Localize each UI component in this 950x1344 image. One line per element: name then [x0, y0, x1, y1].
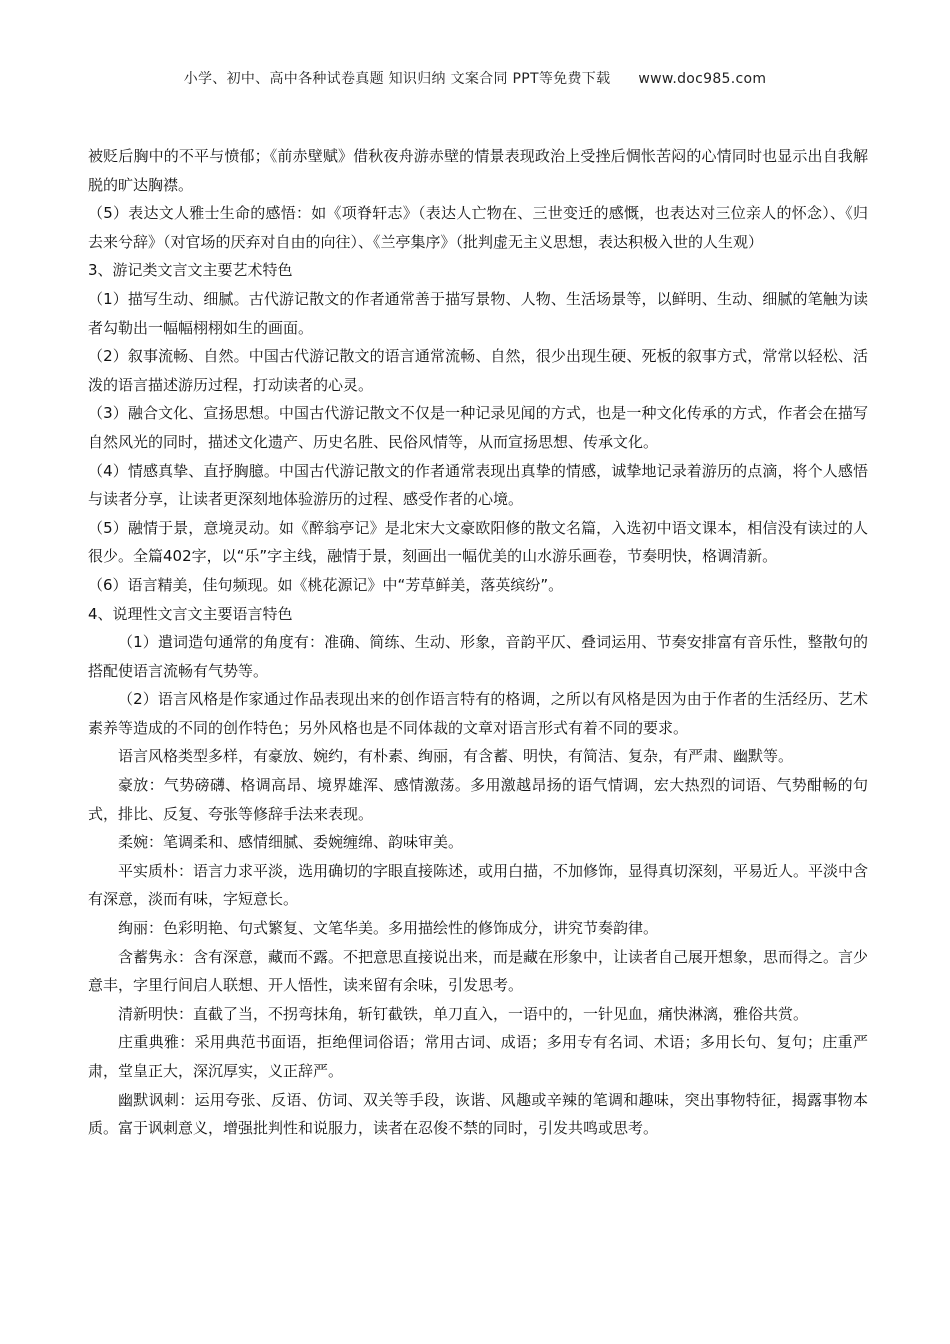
paragraph: （6）语言精美，佳句频现。如《桃花源记》中“芳草鲜美，落英缤纷”。 [88, 575, 564, 594]
paragraph: （2）语言风格是作家通过作品表现出来的创作语言特有的格调，之所以有风格是因为由于作者的生活经历、艺术素养等造成的不同的创作特色；另外风格也是不同体裁的文章对语言形式有着不同的要求。 [88, 690, 868, 737]
page-header [0, 68, 950, 88]
paragraph: 含蓄隽永：含有深意，藏而不露。不把意思直接说出来，而是藏在形象中，让读者自己展开想象，思而得之。言少意丰，字里行间启人联想、开人悟性，读来留有余味，引发思考。 [88, 947, 869, 995]
section-heading: 3、游记类文言文主要艺术特色 [88, 261, 293, 280]
paragraph: （2）叙事流畅、自然。中国古代游记散文的语言通常流畅、自然，很少出现生硬、死板的叙事方式，常常以轻松、活泼的语言描述游历过程，打动读者的心灵。 [88, 347, 868, 394]
paragraph: 庄重典雅：采用典范书面语，拒绝俚词俗语；常用古词、成语；多用专有名词、术语；多用长句、复句；庄重严肃，堂皇正大，深沉厚实，义正辞严。 [88, 1033, 868, 1080]
section-heading: 4、说理性文言文主要语言特色 [88, 604, 293, 623]
paragraph: 柔婉：笔调柔和、感情细腻、委婉缠绵、韵味审美。 [118, 833, 464, 852]
paragraph: 平实质朴：语言力求平淡，选用确切的字眼直接陈述，或用白描，不加修饰，显得真切深刻，平易近人。平淡中含有深意，淡而有味，字短意长。 [88, 861, 869, 909]
paragraph: 绚丽：色彩明艳、句式繁复、文笔华美。多用描绘性的修饰成分，讲究节奏韵律。 [118, 919, 659, 938]
header-site-link[interactable]: www.doc985.com [638, 71, 767, 87]
paragraph: 被贬后胸中的不平与愤郁；《前赤壁赋》借秋夜舟游赤壁的情景表现政治上受挫后惆怅苦闷的心情同时也显示出自我解脱的旷达胸襟。 [88, 147, 868, 194]
paragraph: （1）遣词造句通常的角度有：准确、简练、生动、形象，音韵平仄、叠词运用、节奏安排富有音乐性，整散句的搭配使语言流畅有气势等。 [88, 633, 868, 680]
paragraph: （3）融合文化、宣扬思想。中国古代游记散文不仅是一种记录见闻的方式，也是一种文化传承的方式，作者会在描写自然风光的同时，描述文化遗产、历史名胜、民俗风情等，从而宣扬思想、传承文化。 [88, 404, 868, 451]
paragraph: 清新明快：直截了当，不拐弯抹角，斩钉截铁，单刀直入，一语中的，一针见血，痛快淋漓，雅俗共赏。 [118, 1004, 809, 1023]
paragraph: （5）融情于景，意境灵动。如《醉翁亭记》是北宋大文豪欧阳修的散文名篇，入选初中语文课本，相信没有读过的人很少。全篇402字，以“乐”字主线，融情于景，刻画出一幅优美的山水游乐画卷，节奏明快，格调清新。 [88, 518, 868, 566]
paragraph: 豪放：气势磅礴、格调高昂、境界雄浑、感情激荡。多用激越昂扬的语气情调，宏大热烈的词语、气势酣畅的句式，排比、反复、夸张等修辞手法来表现。 [88, 776, 868, 823]
paragraph: 幽默讽刺：运用夸张、反语、仿词、双关等手段，诙谐、风趣或辛辣的笔调和趣味，突出事物特征，揭露事物本质。富于讽刺意义，增强批判性和说服力，读者在忍俊不禁的同时，引发共鸣或思考。 [88, 1090, 868, 1138]
header-text: 小学、初中、高中各种试卷真题 知识归纳 文案合同 PPT等免费下载 [183, 71, 611, 87]
document-body [88, 142, 868, 1143]
paragraph: （4）情感真挚、直抒胸臆。中国古代游记散文的作者通常表现出真挚的情感，诚挚地记录着游历的点滴，将个人感悟与读者分享，让读者更深刻地体验游历的过程、感受作者的心境。 [88, 461, 868, 509]
paragraph: （5）表达文人雅士生命的感悟：如《项脊轩志》（表达人亡物在、三世变迁的感慨，也表达对三位亲人的怀念）、《归去来兮辞》（对官场的厌弃对自由的向往）、《兰亭集序》（批判虚无主义思想，表达积极入世的人生观） [88, 204, 868, 251]
paragraph: 语言风格类型多样，有豪放、婉约，有朴素、绚丽，有含蓄、明快，有简洁、复杂，有严肃、幽默等。 [118, 747, 794, 766]
paragraph: （1）描写生动、细腻。古代游记散文的作者通常善于描写景物、人物、生活场景等，以鲜明、生动、细腻的笔触为读者勾勒出一幅幅栩栩如生的画面。 [88, 289, 868, 337]
